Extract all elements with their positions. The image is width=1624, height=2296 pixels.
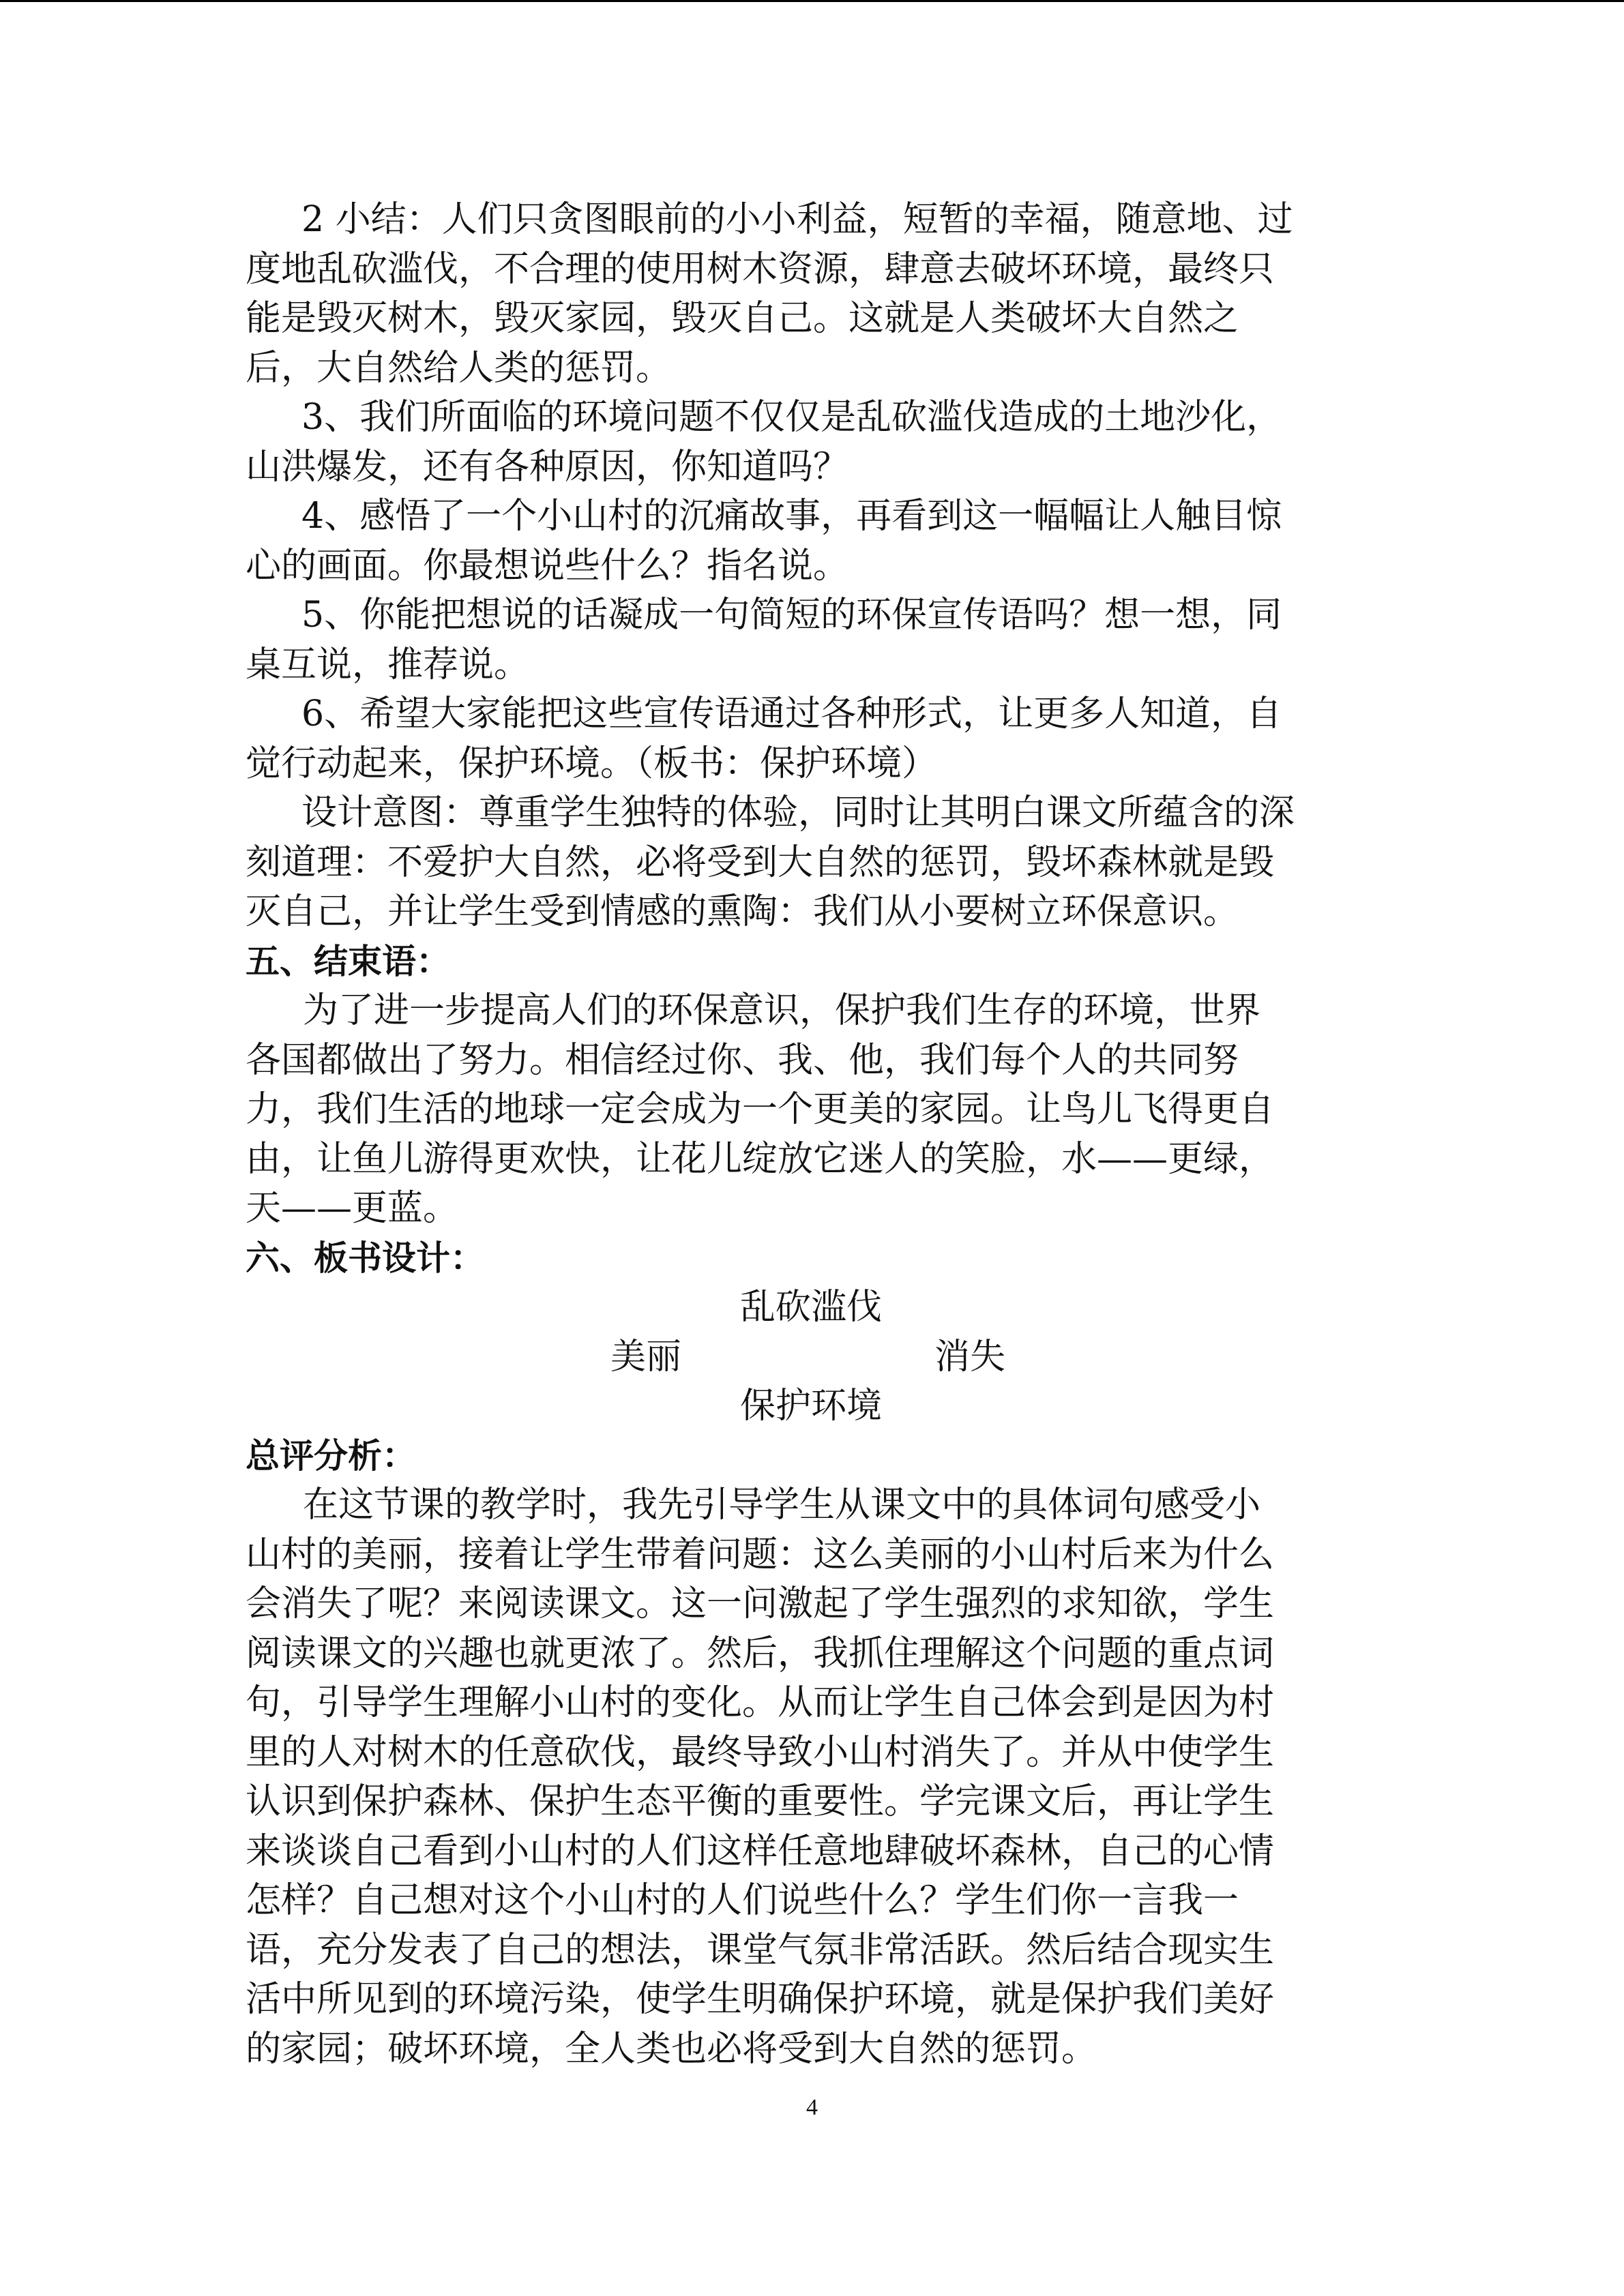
text-line: 为了进一步提高人们的环保意识，保护我们生存的环境，世界	[303, 990, 1261, 1031]
text-line: 认识到保护森林、保护生态平衡的重要性。学完课文后，再让学生	[246, 1781, 1275, 1822]
paragraph-item-6	[246, 689, 1371, 788]
text-line: 活中所见到的环境污染，使学生明确保护环境，就是保护我们美好	[246, 1979, 1275, 2020]
text-line: 各国都做出了努力。相信经过你、我、他，我们每个人的共同努	[246, 1039, 1239, 1081]
text-line: 里的人对树木的任意砍伐，最终导致小山村消失了。并从中使学生	[246, 1731, 1275, 1773]
text-line: 度地乱砍滥伐，不合理的使用树木资源，肆意去破坏环境，最终只	[246, 248, 1275, 290]
text-line: 力，我们生活的地球一定会成为一个更美的家园。让鸟儿飞得更自	[246, 1089, 1275, 1130]
text-line: 山村的美丽，接着让学生带着问题：这么美丽的小山村后来为什么	[246, 1534, 1275, 1575]
board-design	[246, 1283, 1371, 1431]
paragraph-closing	[246, 986, 1371, 1234]
text-line: 刻道理：不爱护大自然，必将受到大自然的惩罚，毁坏森林就是毁	[246, 841, 1275, 883]
text-line: 2 小结：人们只贪图眼前的小小利益，短暂的幸福，随意地、过	[301, 199, 1293, 240]
text-line: 觉行动起来，保护环境。（板书：保护环境）	[246, 743, 938, 784]
board-text-top: 乱砍滥伐	[740, 1287, 883, 1328]
page-number: 4	[806, 2095, 818, 2120]
text-line: 语，充分发表了自己的想法，课堂气氛非常活跃。然后结合现实生	[246, 1929, 1275, 1971]
text-line: 的家园；破坏环境，全人类也必将受到大自然的惩罚。	[246, 2028, 1097, 2070]
text-line: 桌互说，推荐说。	[246, 644, 530, 685]
paragraph-analysis	[246, 1480, 1371, 2074]
text-line: 会消失了呢？来阅读课文。这一问激起了学生强烈的求知欲，学生	[246, 1583, 1275, 1624]
paragraph-design-intent	[246, 788, 1371, 937]
section-heading-board-design: 六、板书设计：	[246, 1238, 484, 1278]
text-line: 6、希望大家能把这些宣传语通过各种形式，让更多人知道，自	[301, 694, 1282, 734]
board-text-bottom: 保护环境	[740, 1386, 883, 1427]
section-heading-closing: 五、结束语：	[246, 941, 450, 981]
document-body	[246, 195, 1371, 2074]
section-heading-analysis: 总评分析：	[246, 1435, 416, 1476]
text-line: 由，让鱼儿游得更欢快，让花儿绽放它迷人的笑脸，水——更绿，	[246, 1138, 1275, 1180]
paragraph-item-5	[246, 591, 1371, 689]
text-line: 来谈谈自己看到小山村的人们这样任意地肆破坏森林，自己的心情	[246, 1830, 1275, 1872]
text-line: 4、感悟了一个小山村的沉痛故事，再看到这一幅幅让人触目惊	[301, 496, 1282, 537]
text-line: 句，引导学生理解小山村的变化。从而让学生自己体会到是因为村	[246, 1682, 1275, 1723]
board-text-right: 消失	[934, 1336, 1006, 1377]
page-top-border	[0, 0, 1624, 2]
text-line: 设计意图：尊重学生独特的体验，同时让其明白课文所蕴含的深	[301, 792, 1295, 833]
text-line: 3、我们所面临的环境问题不仅仅是乱砍滥伐造成的土地沙化，	[301, 397, 1282, 438]
text-line: 天——更蓝。	[246, 1188, 459, 1229]
text-line: 在这节课的教学时，我先引导学生从课文中的具体词句感受小	[303, 1485, 1261, 1525]
board-text-left: 美丽	[610, 1336, 682, 1377]
text-line: 能是毁灭树木，毁灭家园，毁灭自己。这就是人类破坏大自然之	[246, 298, 1239, 339]
text-line: 5、你能把想说的话凝成一句简短的环保宣传语吗？想一想，同	[301, 595, 1282, 636]
paragraph-summary-2	[246, 195, 1371, 393]
text-line: 后，大自然给人类的惩罚。	[246, 347, 672, 389]
text-line: 阅读课文的兴趣也就更浓了。然后，我抓住理解这个问题的重点词	[246, 1632, 1275, 1674]
paragraph-item-3	[246, 393, 1371, 492]
text-line: 山洪爆发，还有各种原因，你知道吗？	[246, 446, 849, 488]
text-line: 心的画面。你最想说些什么？指名说。	[246, 545, 849, 586]
paragraph-item-4	[246, 492, 1371, 591]
text-line: 怎样？自己想对这个小山村的人们说些什么？学生们你一言我一	[246, 1880, 1239, 1921]
text-line: 灭自己，并让学生受到情感的熏陶：我们从小要树立环保意识。	[246, 891, 1239, 932]
